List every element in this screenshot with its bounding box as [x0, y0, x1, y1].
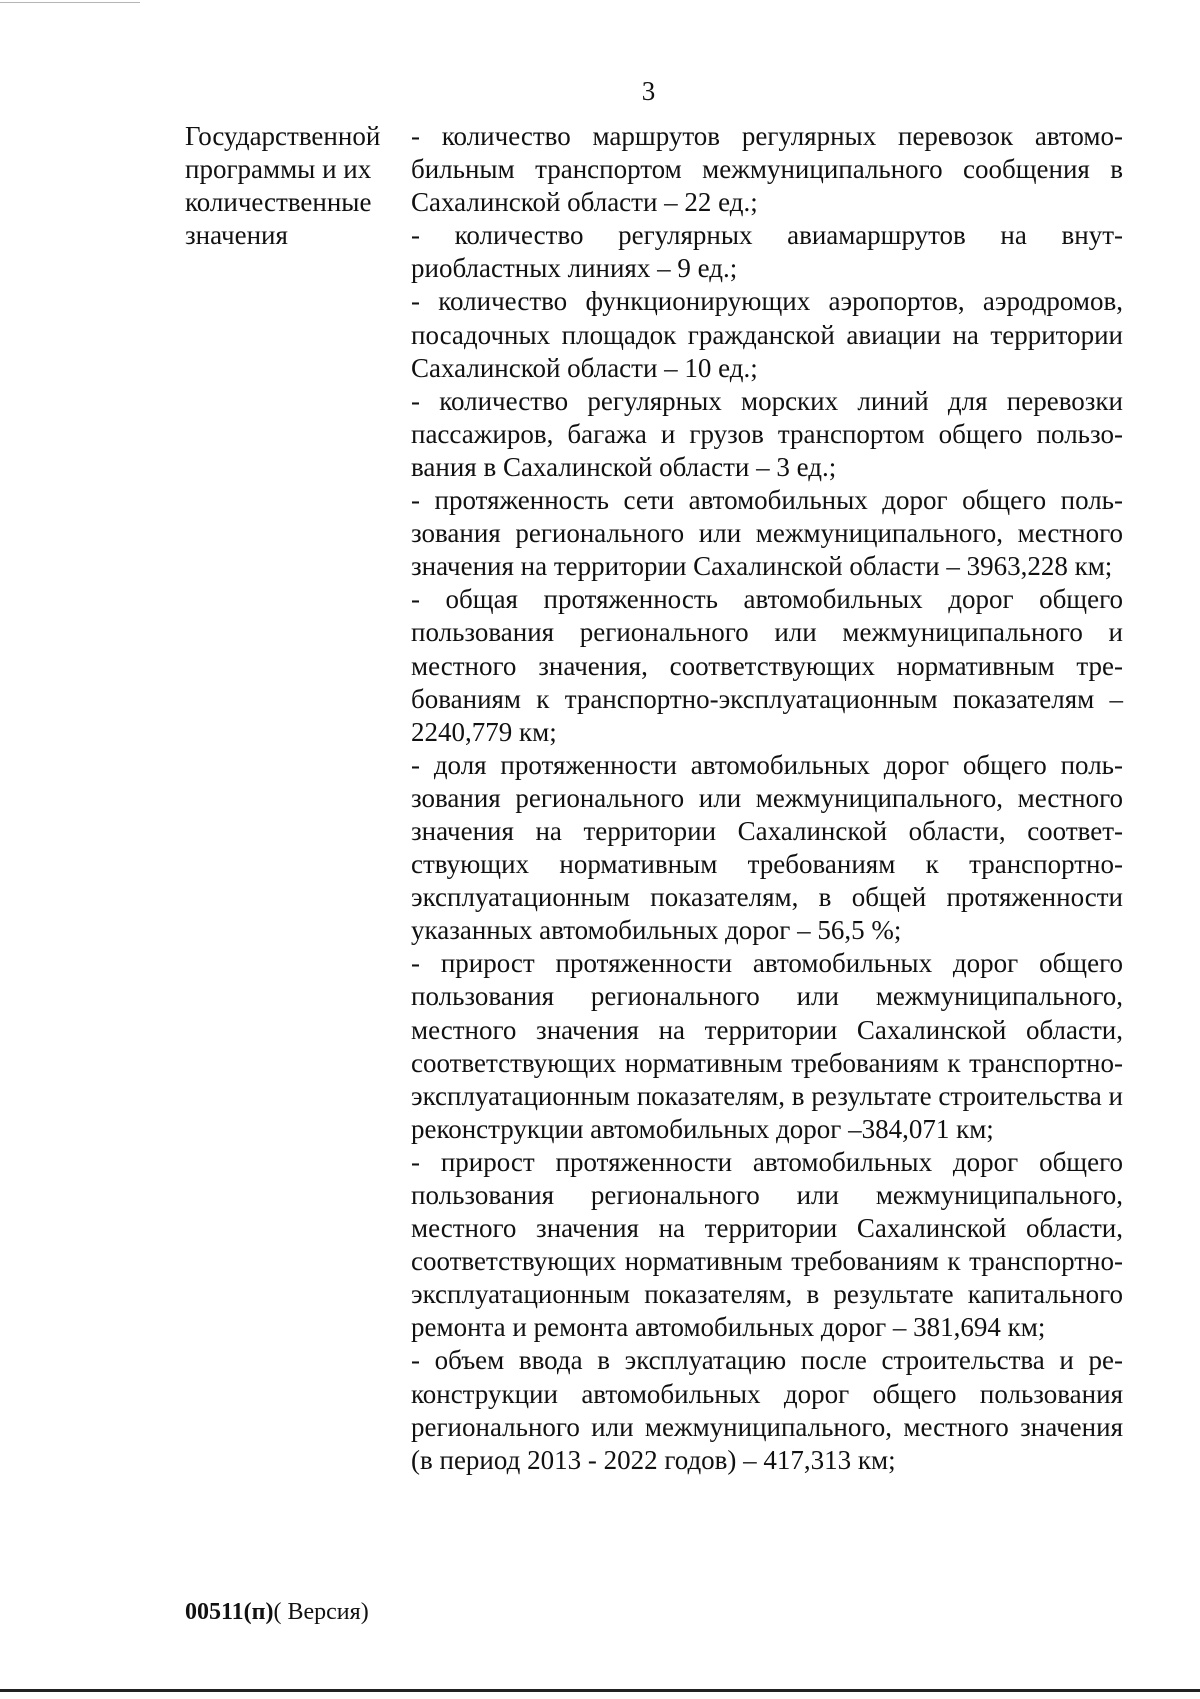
- section-label-line: количественные: [185, 187, 372, 218]
- section-label-line: программы и их: [185, 154, 372, 185]
- section-label-line: значения: [185, 220, 288, 251]
- page-number: 3: [641, 76, 656, 106]
- section-label: [185, 120, 405, 252]
- indicator-item: - общая протяженность автомобильных дорог общего пользования регионального или межмуниципального и местного значения, соответствующих нормативным требованиям к транспортно-эксплуатационным показателям – 2240,779 км;: [411, 584, 1123, 747]
- indicator-item: - доля протяженности автомобильных дорог общего пользования регионального или межмуниципального, местного значения на территории Сахалинской области, соответствующих нормативным требованиям к транспортно-эксплуатационным показателям, в общей протяженности указанных автомобильных дорог – 56,5 %;: [411, 749, 1123, 946]
- section-label-line: Государственной: [185, 121, 381, 151]
- document-code: 00511(п): [185, 1599, 274, 1625]
- indicator-item: - количество маршрутов регулярных перевозок автомобильным транспортом межмуниципального сообщения в Сахалинской области – 22 ед.;: [411, 121, 1123, 218]
- top-scan-rule: [0, 2, 140, 3]
- bottom-scan-rule: [0, 1689, 1200, 1692]
- indicator-item: - прирост протяженности автомобильных дорог общего пользования регионального или межмуниципального, местного значения на территории Сахалинской области, соответствующих нормативным требованиям к транспортно-эксплуатационным показателям, в результате строительства и реконструкции автомобильных дорог –384,071 км;: [411, 948, 1123, 1144]
- document-version: ( Версия): [273, 1599, 369, 1625]
- indicator-item: - количество регулярных авиамаршрутов на внутриобластных линиях – 9 ед.;: [411, 220, 1123, 284]
- indicator-item: - количество регулярных морских линий для перевозки пассажиров, багажа и грузов транспортом общего пользования в Сахалинской области – 3 ед.;: [411, 385, 1123, 482]
- indicator-item: - протяженность сети автомобильных дорог общего пользования регионального или межмуниципального, местного значения на территории Сахалинской области – 3963,228 км;: [411, 485, 1123, 582]
- indicator-item: - объем ввода в эксплуатацию после строительства и реконструкции автомобильных дорог общего пользования регионального или межмуниципального, местного значения (в период 2013 - 2022 годов) – 417,313 км;: [411, 1345, 1123, 1475]
- document-footer: [185, 1597, 369, 1627]
- indicator-list: [411, 120, 1123, 1477]
- indicator-item: - количество функционирующих аэропортов, аэродромов, посадочных площадок гражданской авиации на территории Сахалинской области – 10 ед.;: [411, 286, 1123, 383]
- indicator-item: - прирост протяженности автомобильных дорог общего пользования регионального или межмуниципального, местного значения на территории Сахалинской области, соответствующих нормативным требованиям к транспортно-эксплуатационным показателям, в результате капитального ремонта и ремонта автомобильных дорог – 381,694 км;: [411, 1146, 1123, 1343]
